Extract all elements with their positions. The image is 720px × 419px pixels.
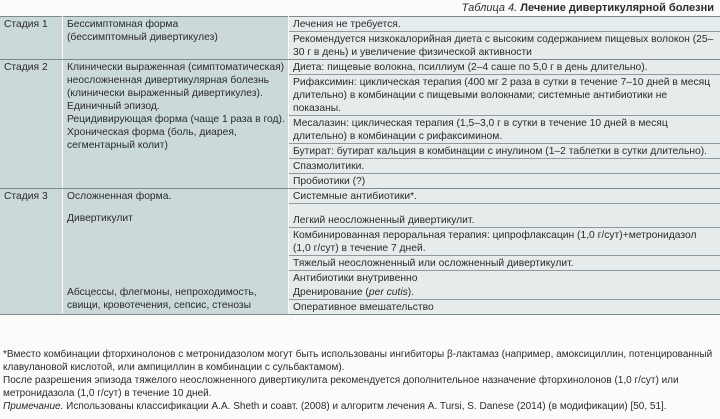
treatment-line: Рекомендуется низкокалорийная диета с высоким содержанием пищевых волокон (25–30 г в день) и увеличение физической активности [293, 34, 714, 58]
stage-3-complications: Абсцессы, флегмоны, непроходимость, свищи, кровотечения, сепсис, стенозы [63, 285, 289, 315]
treatment-line: Лечения не требуется. [289, 17, 720, 32]
treatment-table [0, 16, 720, 315]
treatment-line: Рифаксимин: циклическая терапия (400 мг 2 раза в сутки в течение 7–10 дней в месяц длительно) в комбинации с пищевыми волокнами; системные антибиотики не показаны. [289, 75, 720, 116]
table-row-stage-2 [0, 60, 720, 189]
stage-3-name: Стадия 3 [0, 189, 63, 286]
stage-2-name: Стадия 2 [0, 60, 63, 189]
treatment-line: Спазмолитики. [289, 159, 720, 174]
footnote: После разрешения эпизода тяжелого неосложненного дивертикулита рекомендуется дополнительное назначение фторхинолонов (1,0 г/сут) или метронидазола (1,0 г/сут) в течение 10 дней. [3, 375, 679, 399]
caption-label: Таблица 4. [461, 2, 518, 14]
form-line: Дивертикулит [67, 213, 133, 224]
treatment-line: Месалазин: циклическая терапия (1,5–3,0 г в сутки в течение 10 дней в месяц длительно) в комбинации с рифаксимином. [289, 116, 720, 144]
table-row-stage-3-complications [0, 285, 720, 315]
treatment-line: Тяжелый неосложненный или осложненный дивертикулит. [289, 256, 720, 271]
footnote: *Вместо комбинации фторхинолонов с метронидазолом могут быть использованы ингибиторы β-лактамаз (например, амоксициллин, потенцированный клавулановой кислотой, или ампициллин в комбинации с сульбактамом). [3, 349, 713, 373]
form-line: Хроническая форма (боль, диарея, сегментарный колит) [67, 127, 237, 151]
footnotes [3, 348, 715, 413]
form-line: Рецидивирующая форма (чаще 1 раза в год). [67, 114, 285, 125]
form-line: Осложненная форма. [67, 191, 172, 202]
stage-3-form [63, 189, 289, 286]
footnote-source: Примечание. Использованы классификации A.A. Sheth и соавт. (2008) и алгоритм лечения A. Tursi, S. Danese (2014) (в модификации) [50, 51]. [3, 401, 667, 412]
form-line: Единичный эпизод. [67, 101, 160, 112]
treatment-line: Пробиотики (?) [293, 176, 366, 187]
form-line: Клинически выраженная (симптоматическая) неосложненная дивертикулярная болезнь (клинически выраженный дивертикулез). [67, 62, 285, 99]
stage-2-treatment [289, 60, 720, 189]
caption-title: Лечение дивертикулярной болезни [520, 2, 714, 14]
stage-1-name: Стадия 1 [0, 17, 63, 60]
stage-3-surgery [289, 285, 720, 315]
treatment-line: Оперативное вмешательство [293, 302, 434, 313]
treatment-line: Диета: пищевые волокна, псиллиум (2–4 саше по 5,0 г в день длительно). [289, 60, 720, 75]
stage-3-treatment [289, 189, 720, 286]
form-line: Бессимптомная форма [67, 19, 179, 30]
stage-2-form [63, 60, 289, 189]
table-row-stage-1 [0, 17, 720, 60]
treatment-line: Легкий неосложненный дивертикулит. [289, 213, 720, 228]
table-row-stage-3 [0, 189, 720, 286]
treatment-line: Бутират: бутират кальция в комбинации с инулином (1–2 таблетки в сутки длительно). [289, 144, 720, 159]
treatment-line: Системные антибиотики*. [289, 189, 720, 204]
treatment-line: Комбинированная пероральная терапия: ципрофлаксацин (1,0 г/сут)+метронидазол (1,0 г/сут) в течение 7 дней. [289, 228, 720, 256]
table-caption [462, 2, 714, 15]
stage-1-form [63, 17, 289, 60]
treatment-line: Дренирование (per cutis). [289, 285, 720, 300]
treatment-line: Антибиотики внутривенно [293, 273, 418, 284]
form-line: (бессимптомный дивертикулез) [67, 32, 218, 43]
stage-1-treatment [289, 17, 720, 60]
